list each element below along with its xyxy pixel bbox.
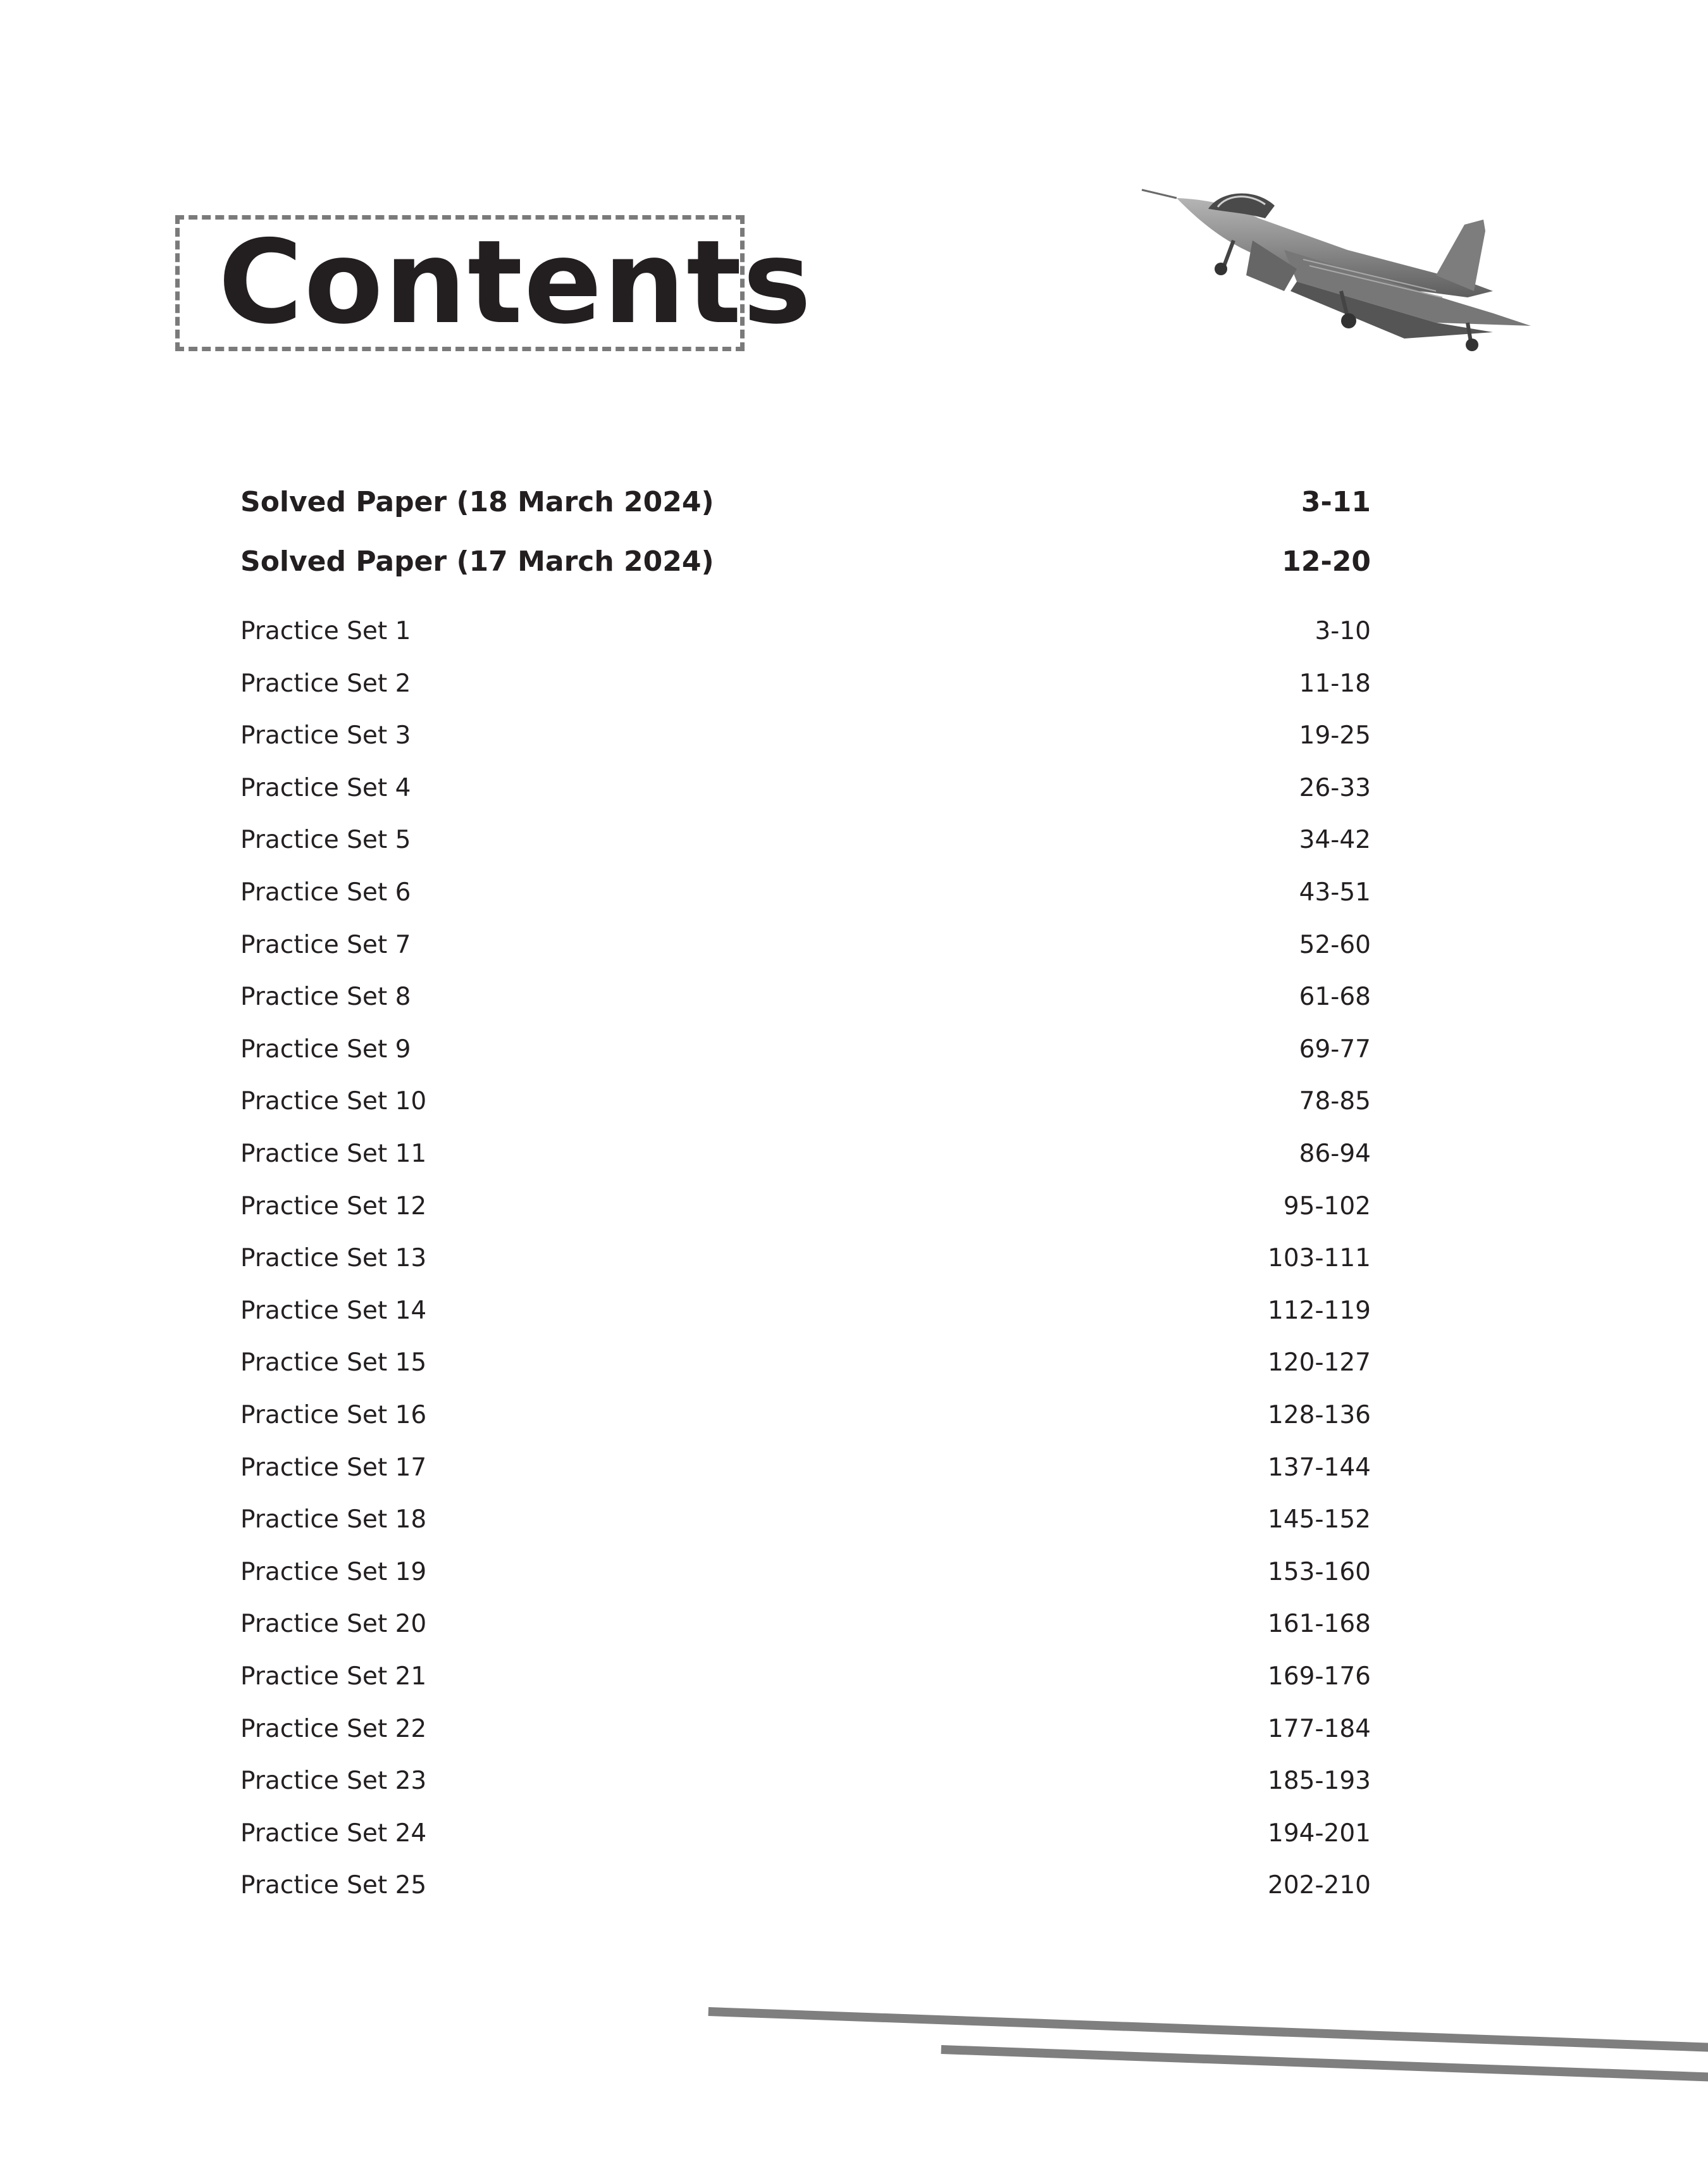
entry-page-range: 19-25 xyxy=(1299,721,1371,750)
practice-set-entry xyxy=(240,1662,1371,1691)
entry-title: Practice Set 1 xyxy=(240,617,411,645)
decorative-stripe-upper xyxy=(708,2007,1708,2052)
practice-set-entry xyxy=(240,721,1371,750)
entry-title: Practice Set 10 xyxy=(240,1087,427,1116)
entry-page-range: 3-11 xyxy=(1301,486,1371,518)
practice-set-entry xyxy=(240,1505,1371,1534)
entry-title: Practice Set 15 xyxy=(240,1348,427,1378)
entry-page-range: 69-77 xyxy=(1299,1035,1371,1064)
entry-page-range: 161-168 xyxy=(1268,1610,1371,1639)
practice-set-entry xyxy=(240,826,1371,854)
entry-page-range: 153-160 xyxy=(1268,1557,1371,1586)
entry-title: Practice Set 8 xyxy=(240,983,411,1012)
entry-title: Practice Set 3 xyxy=(240,721,411,750)
practice-set-entry xyxy=(240,1401,1371,1429)
entry-title: Practice Set 16 xyxy=(240,1401,427,1429)
entry-page-range: 185-193 xyxy=(1268,1767,1371,1796)
practice-set-entry xyxy=(240,1610,1371,1638)
entry-page-range: 11-18 xyxy=(1299,669,1371,698)
entry-title: Practice Set 14 xyxy=(240,1296,427,1325)
entry-title: Practice Set 6 xyxy=(240,878,411,907)
entry-page-range: 43-51 xyxy=(1299,878,1371,907)
practice-set-entry xyxy=(240,1297,1371,1325)
entry-title: Practice Set 4 xyxy=(240,773,411,802)
entry-title: Practice Set 2 xyxy=(240,669,411,698)
entry-title: Practice Set 7 xyxy=(240,930,411,959)
entry-title: Practice Set 25 xyxy=(240,1871,427,1900)
entry-title: Practice Set 24 xyxy=(240,1819,427,1848)
entry-page-range: 194-201 xyxy=(1268,1819,1371,1848)
page-title: Contents xyxy=(218,215,813,349)
entry-page-range: 103-111 xyxy=(1268,1244,1371,1273)
entry-title: Practice Set 9 xyxy=(240,1035,411,1064)
entry-page-range: 26-33 xyxy=(1299,773,1371,802)
practice-set-entry xyxy=(240,1871,1371,1900)
fighter-jet-icon xyxy=(1139,180,1550,351)
entry-page-range: 137-144 xyxy=(1268,1453,1371,1482)
practice-set-entry xyxy=(240,983,1371,1011)
decorative-stripe-lower xyxy=(941,2045,1708,2082)
entry-title: Practice Set 5 xyxy=(240,826,411,855)
practice-set-entry xyxy=(240,1087,1371,1116)
entry-page-range: 145-152 xyxy=(1268,1505,1371,1534)
entry-page-range: 12-20 xyxy=(1282,545,1371,578)
entry-page-range: 86-94 xyxy=(1299,1140,1371,1168)
practice-set-entry xyxy=(240,1558,1371,1586)
entry-title: Solved Paper (17 March 2024) xyxy=(240,545,714,578)
entry-title: Practice Set 13 xyxy=(240,1244,427,1273)
entry-title: Practice Set 22 xyxy=(240,1714,427,1743)
practice-set-entry xyxy=(240,1244,1371,1272)
entry-title: Practice Set 21 xyxy=(240,1662,427,1691)
practice-set-entry xyxy=(240,1140,1371,1168)
practice-set-entry xyxy=(240,774,1371,802)
entry-page-range: 112-119 xyxy=(1268,1296,1371,1325)
entry-page-range: 177-184 xyxy=(1268,1714,1371,1743)
entry-page-range: 202-210 xyxy=(1268,1871,1371,1900)
entry-title: Solved Paper (18 March 2024) xyxy=(240,486,714,518)
entry-title: Practice Set 18 xyxy=(240,1505,427,1534)
practice-set-entry xyxy=(240,1715,1371,1743)
solved-paper-entry xyxy=(240,486,1371,518)
practice-set-entry xyxy=(240,931,1371,959)
entry-page-range: 128-136 xyxy=(1268,1401,1371,1429)
practice-set-entry xyxy=(240,1819,1371,1848)
practice-set-entry xyxy=(240,617,1371,645)
practice-set-entry xyxy=(240,1348,1371,1377)
entry-page-range: 95-102 xyxy=(1283,1191,1371,1221)
entry-page-range: 52-60 xyxy=(1299,930,1371,959)
entry-page-range: 78-85 xyxy=(1299,1087,1371,1116)
entry-page-range: 3-10 xyxy=(1315,617,1371,645)
entry-title: Practice Set 12 xyxy=(240,1191,427,1221)
entry-title: Practice Set 23 xyxy=(240,1767,427,1796)
practice-set-entry xyxy=(240,1192,1371,1221)
practice-set-entry xyxy=(240,1453,1371,1482)
entry-page-range: 61-68 xyxy=(1299,983,1371,1012)
entry-page-range: 120-127 xyxy=(1268,1348,1371,1378)
entry-title: Practice Set 11 xyxy=(240,1140,427,1168)
practice-set-entry xyxy=(240,1035,1371,1064)
practice-set-entry xyxy=(240,1767,1371,1795)
entry-page-range: 34-42 xyxy=(1299,826,1371,855)
entry-title: Practice Set 19 xyxy=(240,1557,427,1586)
practice-set-entry xyxy=(240,669,1371,698)
solved-paper-entry xyxy=(240,545,1371,578)
entry-title: Practice Set 20 xyxy=(240,1610,427,1639)
entry-page-range: 169-176 xyxy=(1268,1662,1371,1691)
entry-title: Practice Set 17 xyxy=(240,1453,427,1482)
practice-set-entry xyxy=(240,878,1371,907)
